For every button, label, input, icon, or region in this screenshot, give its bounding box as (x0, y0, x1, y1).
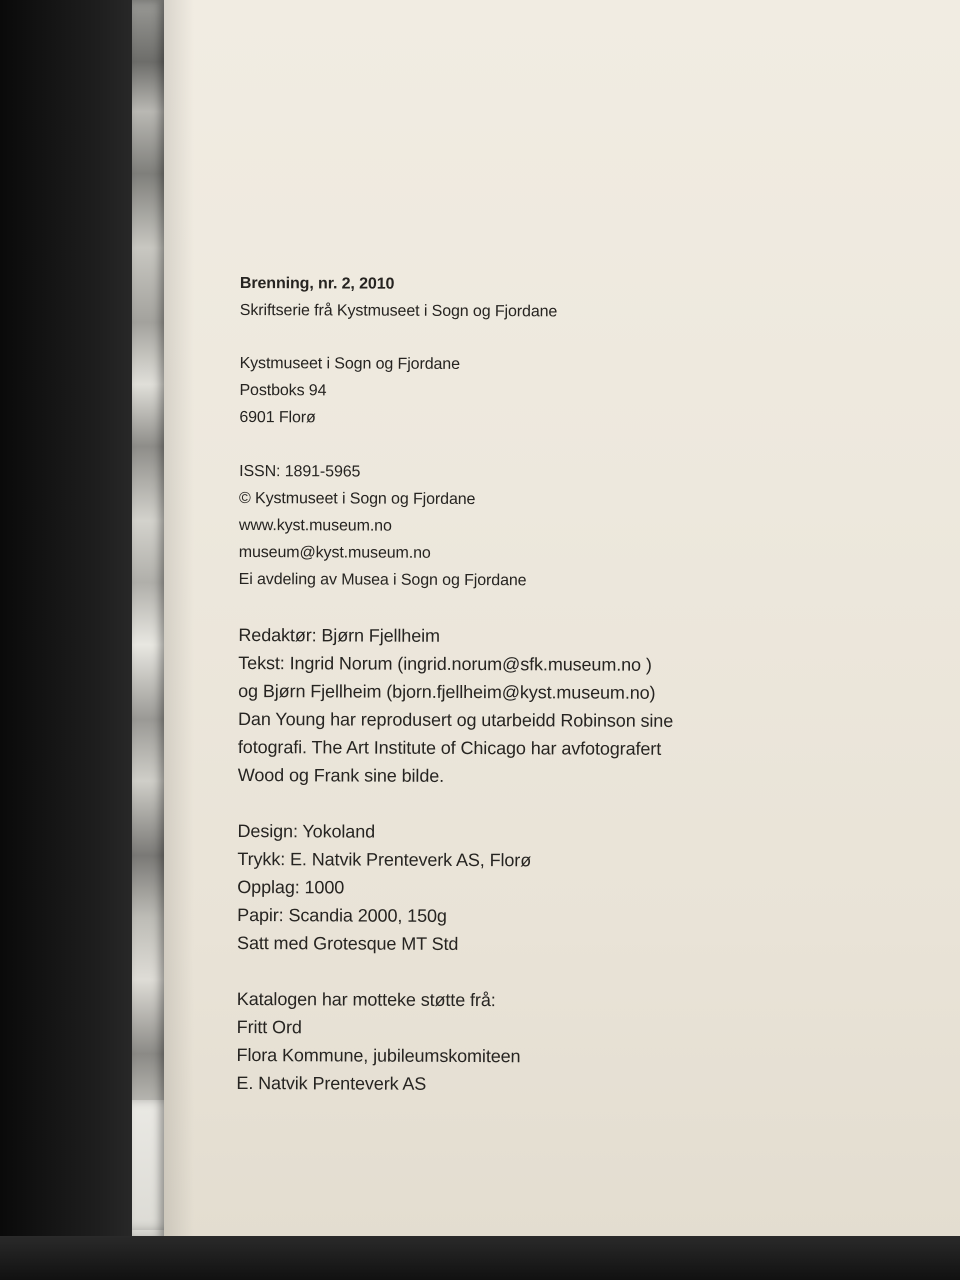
support-line: E. Natvik Prenteverk AS (236, 1072, 427, 1094)
page-gutter-shadow (164, 0, 194, 1240)
address-block (239, 350, 939, 434)
production-line: Trykk: E. Natvik Prenteverk AS, Florø (237, 848, 532, 871)
address-line: 6901 Florø (239, 408, 316, 427)
publication-block (240, 270, 940, 327)
support-block (236, 985, 936, 1100)
table-surface (0, 1236, 960, 1280)
book-cover-edge (0, 0, 140, 1280)
department-line: Ei avdeling av Musea i Sogn og Fjordane (238, 570, 527, 590)
credits-line: Wood og Frank sine bilde. (237, 764, 445, 786)
production-line: Design: Yokoland (237, 820, 376, 842)
website-line: www.kyst.museum.no (238, 516, 392, 535)
credits-line: fotografi. The Art Institute of Chicago har avfotografert (237, 736, 662, 759)
production-block (237, 817, 938, 960)
issn-line: ISSN: 1891-5965 (239, 462, 361, 481)
credits-block (238, 621, 939, 792)
credits-line: Tekst: Ingrid Norum (ingrid.norum@sfk.museum.no ) (238, 652, 652, 675)
address-line: Kystmuseet i Sogn og Fjordane (239, 354, 460, 373)
support-line: Flora Kommune, jubileumskomiteen (236, 1044, 521, 1067)
email-line: museum@kyst.museum.no (238, 543, 431, 562)
support-heading: Katalogen har motteke støtte frå: (236, 988, 496, 1011)
info-block (239, 458, 940, 596)
colophon-text (236, 270, 940, 1100)
support-line: Fritt Ord (236, 1016, 302, 1038)
credits-line: Dan Young har reprodusert og utarbeidd Robinson sine (237, 708, 674, 731)
credits-line: og Bjørn Fjellheim (bjorn.fjellheim@kyst.museum.no) (238, 680, 656, 703)
address-line: Postboks 94 (239, 381, 327, 400)
production-line: Opplag: 1000 (237, 876, 345, 898)
publication-series: Skriftserie frå Kystmuseet i Sogn og Fjordane (239, 301, 558, 321)
publication-title: Brenning, nr. 2, 2010 (239, 274, 395, 293)
copyright-line: © Kystmuseet i Sogn og Fjordane (238, 489, 476, 509)
production-line: Papir: Scandia 2000, 150g (237, 904, 447, 926)
credits-line: Redaktør: Bjørn Fjellheim (238, 624, 441, 646)
production-line: Satt med Grotesque MT Std (237, 932, 459, 954)
